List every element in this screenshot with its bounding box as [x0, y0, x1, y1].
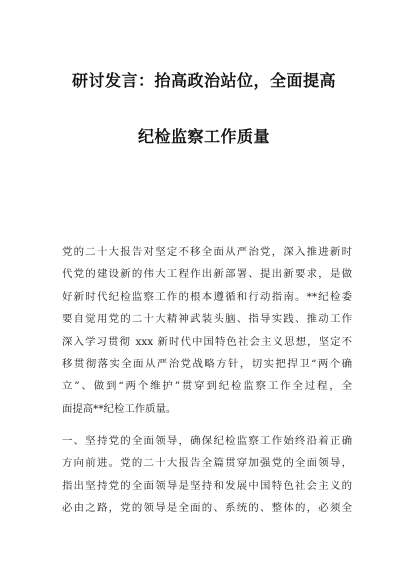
paragraph-line: 必由之路，党的领导是全面的、系统的、整体的，必须全 [62, 502, 352, 515]
paragraph-line: 深入学习贯彻 xxx 新时代中国特色社会主义思想，坚定不 [62, 335, 352, 348]
paragraph-line: 代党的建设新的伟大工程作出新部署、提出新要求，是做 [62, 268, 352, 281]
paragraph-line: 立”、做到“两个维护”贯穿到纪检监察工作全过程，全 [62, 380, 352, 393]
paragraph-line: 移贯彻落实全面从严治党战略方针，切实把捍卫“两个确 [62, 357, 352, 370]
paragraph-2 [62, 430, 352, 520]
paragraph-line: 方向前进。党的二十大报告全篇贯穿加强党的全面领导， [62, 457, 352, 470]
document-title-line-1: 研讨发言：抬高政治站位，全面提高 [71, 71, 336, 90]
paragraph-line: 党的二十大报告对坚定不移全面从严治党，深入推进新时 [62, 246, 352, 258]
paragraph-line: 面提高**纪检工作质量。 [62, 402, 177, 415]
document-title-line-2: 纪检监察工作质量 [137, 127, 270, 146]
paragraph-line: 一、坚持党的全面领导，确保纪检监察工作始终沿着正确 [62, 435, 352, 447]
paragraph-line: 要自觉用党的二十大精神武装头脑、指导实践、推动工作 [62, 313, 352, 326]
paragraph-1 [62, 241, 352, 420]
paragraph-line: 指出坚持党的全面领导是坚持和发展中国特色社会主义的 [62, 479, 352, 492]
paragraph-line: 好新时代纪检监察工作的根本遵循和行动指南。**纪检委 [62, 290, 352, 303]
